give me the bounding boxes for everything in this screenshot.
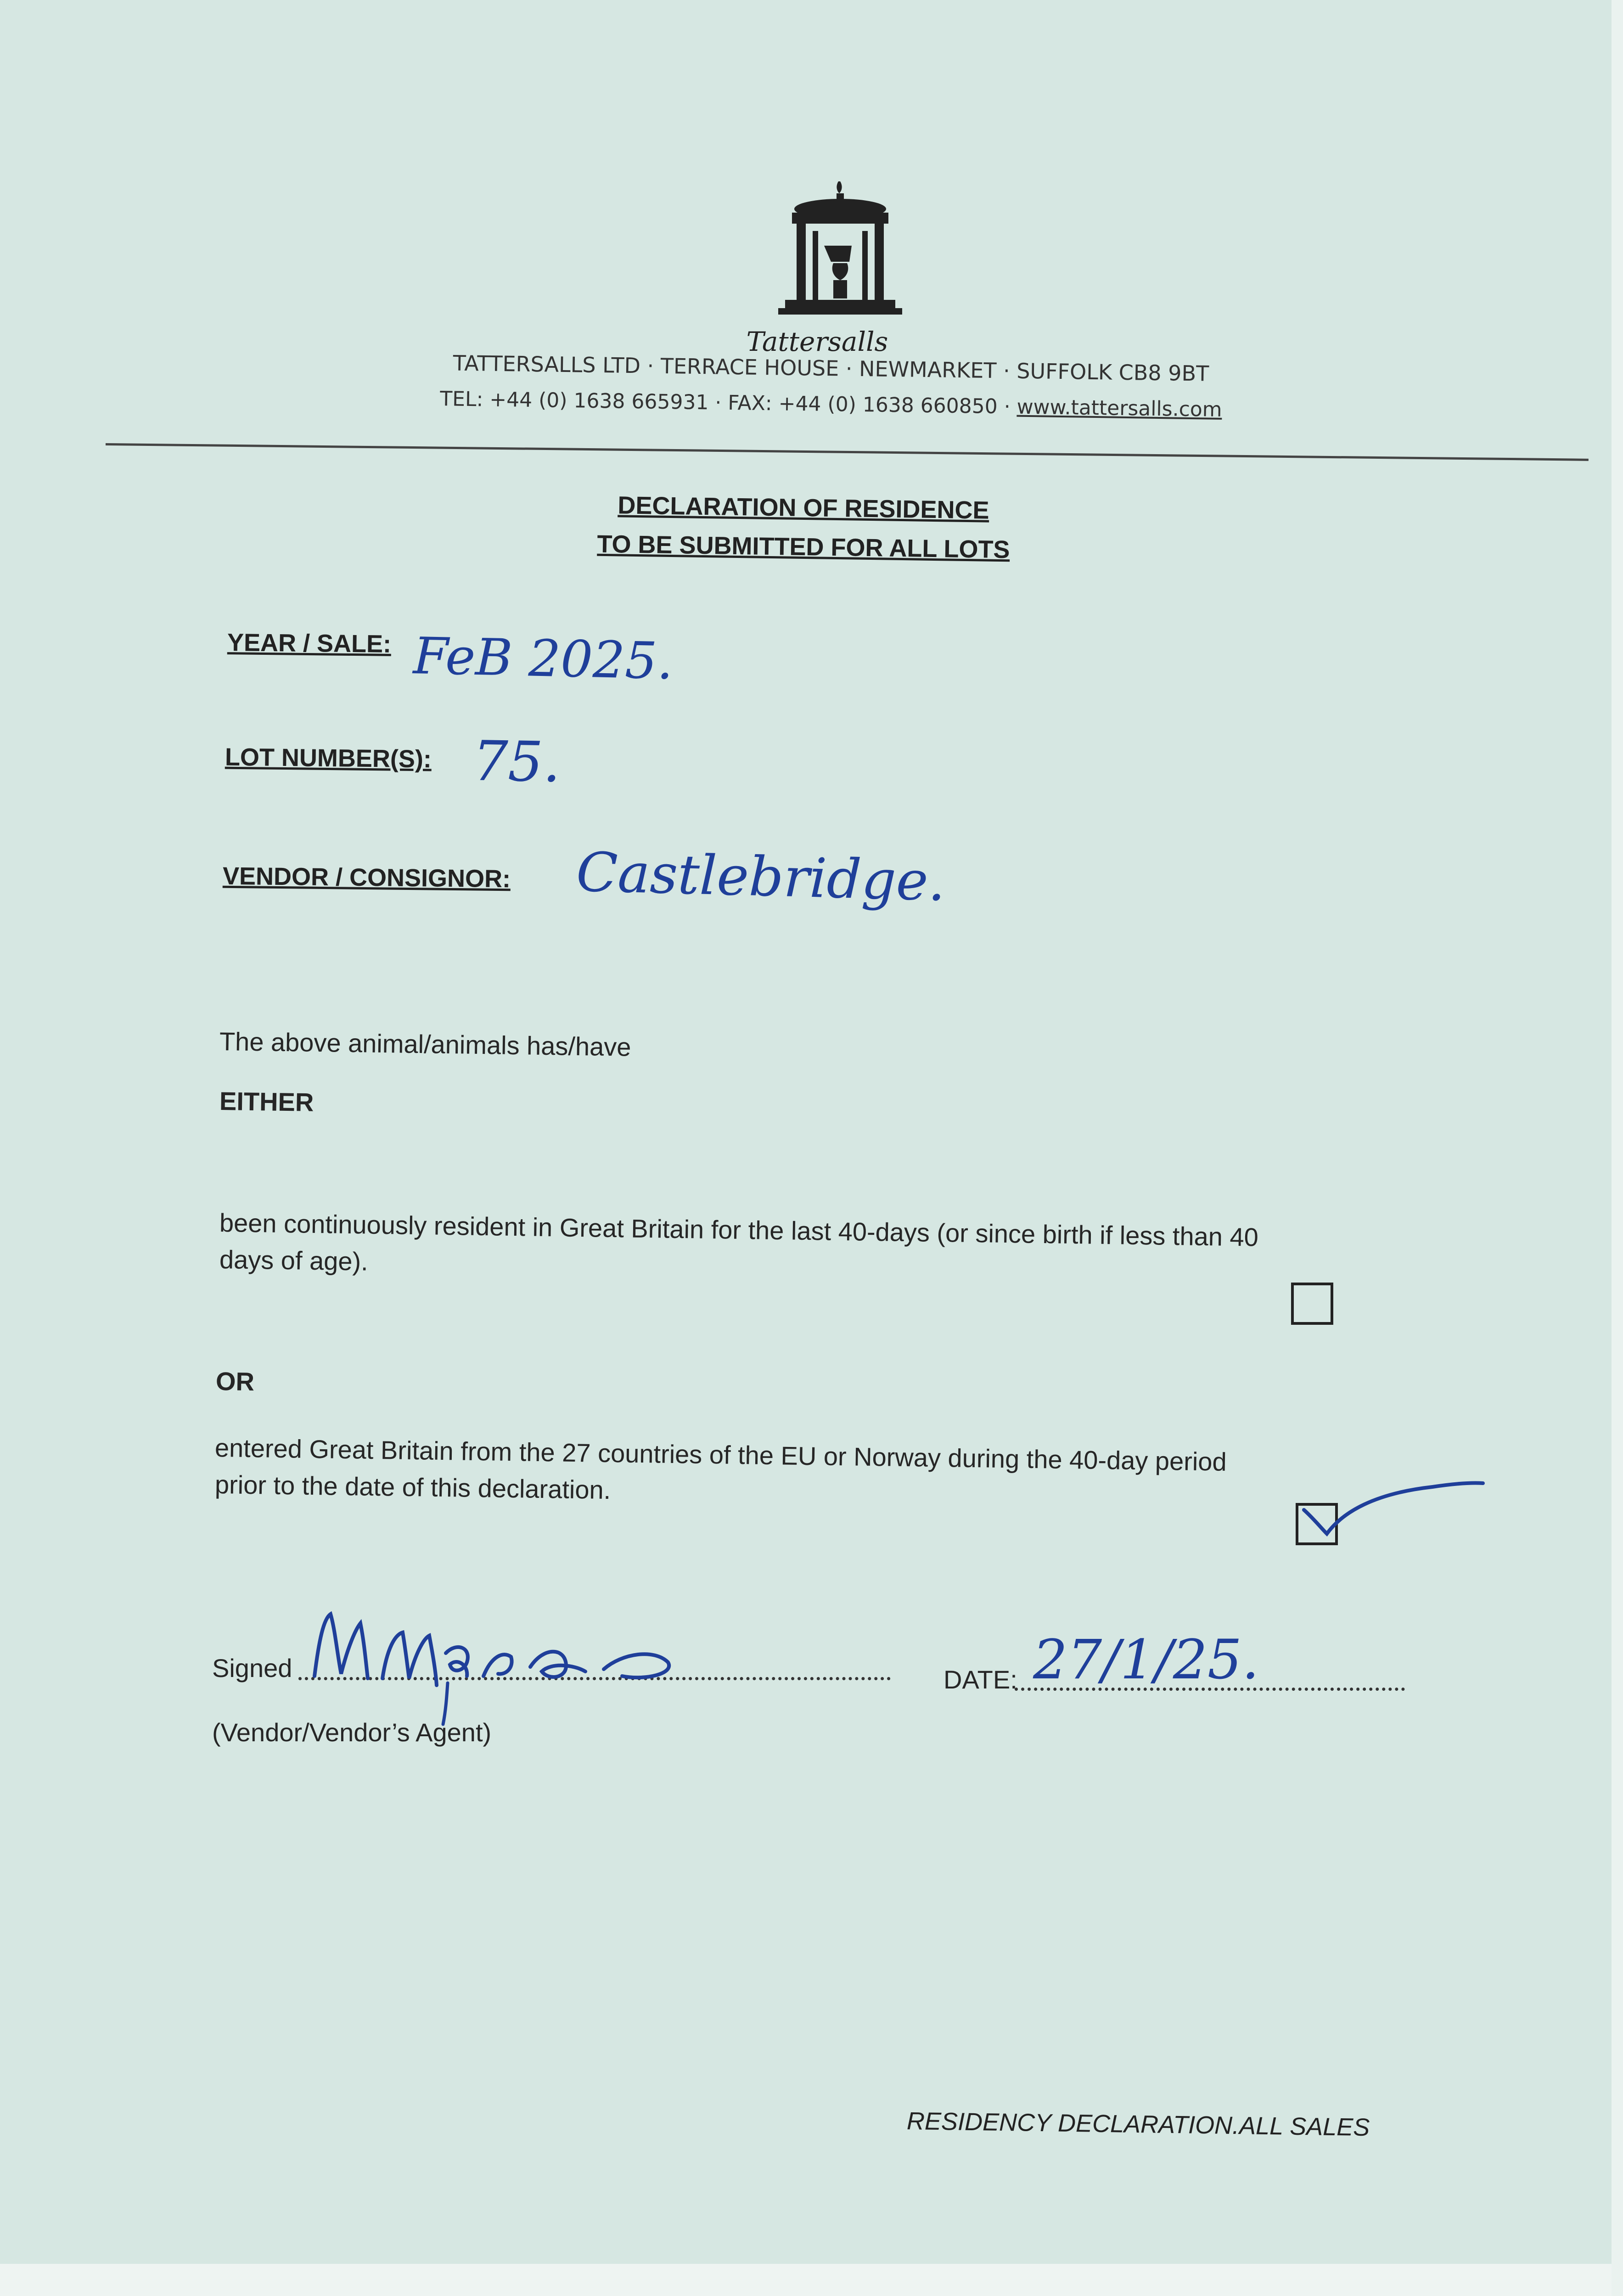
lot-number-label: LOT NUMBER(S): [225,743,432,773]
contact-line [395,387,1268,422]
either-heading: EITHER [219,1086,314,1117]
document-title: DECLARATION OF RESIDENCE [618,491,989,524]
option-1-checkbox[interactable] [1291,1283,1333,1325]
tattersalls-logo-icon [776,177,904,328]
date-label: DATE: [943,1665,1017,1694]
contact-numbers: TEL: +44 (0) 1638 665931 · FAX: +44 (0) 1638 660850 · [440,387,1017,419]
vendor-consignor-label: VENDOR / CONSIGNOR: [222,862,511,893]
option-2-text-line-1: entered Great Britain from the 27 countries of the EU or Norway during the 40-day period [214,1433,1227,1476]
website-link[interactable]: www.tattersalls.com [1016,395,1222,422]
option-2-text-line-2: prior to the date of this declaration. [214,1470,611,1505]
checkmark-icon [1295,1474,1488,1552]
brand-name: Tattersalls [746,326,888,357]
document-subtitle: TO BE SUBMITTED FOR ALL LOTS [597,530,1010,564]
company-address: TATTERSALLS LTD · TERRACE HOUSE · NEWMARKET · SUFFOLK CB8 9BT [453,350,1209,386]
header-divider [106,443,1589,461]
option-1-text-line-2: days of age). [219,1245,369,1276]
year-sale-label: YEAR / SALE: [227,629,392,658]
form-footer: RESIDENCY DECLARATION.ALL SALES [906,2107,1370,2142]
scan-right-edge [1612,0,1623,2296]
declaration-intro: The above animal/animals has/have [219,1027,631,1062]
option-1-text-line-1: been continuously resident in Great Britain for the last 40-days (or since birth if less than 40 [219,1208,1259,1252]
date-value: 27/1/25. [1033,1628,1259,1691]
year-sale-value: FeB 2025. [412,626,674,691]
scan-bottom-edge [0,2264,1623,2296]
or-heading: OR [215,1367,255,1396]
signed-label: Signed [212,1654,292,1683]
vendor-agent-label: (Vendor/Vendor’s Agent) [212,1718,492,1747]
lot-number-value: 75. [472,729,562,795]
vendor-consignor-value: Castlebridge. [575,840,946,913]
handwritten-signature [305,1598,696,1736]
